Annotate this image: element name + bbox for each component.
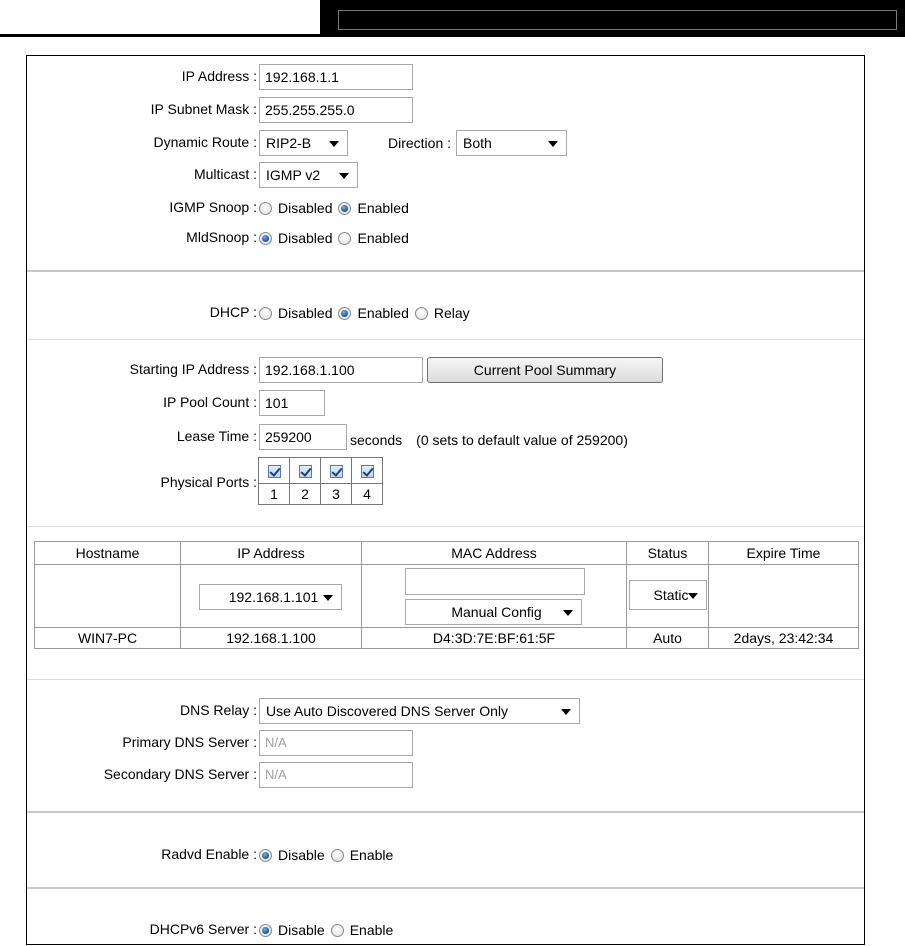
lease-time-row — [27, 424, 864, 450]
dns-relay-label: DNS Relay : — [179, 702, 257, 718]
igmp-snoop-disabled-option[interactable] — [259, 200, 332, 216]
radio-icon[interactable] — [415, 307, 428, 320]
mld-snoop-disabled-option[interactable] — [259, 230, 332, 246]
header-bar — [320, 0, 905, 37]
dns-relay-select[interactable] — [259, 698, 580, 724]
option-label: Disabled — [278, 200, 333, 216]
dynamic-route-row — [27, 130, 864, 156]
physical-ports-row — [27, 470, 864, 496]
status-select-value: Static — [653, 587, 689, 603]
section-divider — [27, 679, 864, 680]
direction-label: Direction : — [388, 135, 452, 151]
mac-cell: D4:3D:7E:BF:61:5F — [362, 628, 627, 649]
lease-time-input[interactable]: 259200 — [259, 424, 347, 450]
port-number: 1 — [259, 484, 290, 505]
table-row — [35, 628, 859, 649]
option-label: Enable — [349, 922, 394, 938]
radio-selected-icon[interactable] — [259, 924, 272, 937]
option-label: Disable — [278, 922, 325, 938]
option-label: Enable — [349, 847, 394, 863]
status-select[interactable] — [629, 580, 707, 610]
mld-snoop-enabled-option[interactable] — [338, 230, 408, 246]
radio-icon[interactable] — [331, 849, 344, 862]
port-4-checkbox[interactable] — [361, 465, 374, 478]
chevron-down-icon — [563, 610, 573, 616]
port-number: 2 — [290, 484, 321, 505]
section-divider — [27, 339, 864, 340]
port-4-cell — [352, 458, 383, 484]
radvd-enable-option[interactable] — [331, 847, 394, 863]
ip-address-select-value: 192.168.1.101 — [228, 589, 319, 605]
option-label: Relay — [433, 305, 470, 321]
port-2-checkbox[interactable] — [299, 465, 312, 478]
ip-address-label: IP Address : — [181, 68, 257, 84]
secondary-dns-label: Secondary DNS Server : — [103, 766, 257, 782]
pool-count-row — [27, 390, 864, 416]
lease-time-note: (0 sets to default value of 259200) — [416, 432, 628, 448]
column-header-mac: MAC Address — [362, 542, 627, 565]
multicast-select[interactable] — [259, 162, 358, 188]
mac-address-input[interactable] — [405, 568, 585, 595]
lease-edit-row — [35, 565, 859, 628]
section-divider — [27, 270, 864, 272]
port-3-checkbox[interactable] — [330, 465, 343, 478]
start-ip-label: Starting IP Address : — [129, 361, 257, 377]
edit-status-cell — [627, 565, 709, 628]
chevron-down-icon — [339, 173, 349, 179]
option-label: Enabled — [357, 305, 409, 321]
multicast-value: IGMP v2 — [266, 167, 321, 183]
subnet-mask-label: IP Subnet Mask : — [150, 101, 257, 117]
column-header-hostname: Hostname — [35, 542, 181, 565]
dhcp-lease-table — [34, 541, 859, 649]
section-divider — [27, 526, 864, 527]
port-number: 3 — [321, 484, 352, 505]
radvd-label: Radvd Enable : — [161, 846, 257, 862]
dhcpv6-enable-option[interactable] — [331, 922, 394, 938]
edit-hostname-cell — [35, 565, 181, 628]
radio-icon[interactable] — [338, 232, 351, 245]
multicast-row — [27, 162, 864, 188]
option-label: Disabled — [278, 305, 333, 321]
chevron-down-icon — [329, 141, 339, 147]
option-label: Enabled — [357, 200, 409, 216]
port-3-cell — [321, 458, 352, 484]
ip-address-row — [27, 64, 864, 90]
multicast-label: Multicast : — [193, 166, 257, 182]
chevron-down-icon — [561, 709, 571, 715]
physical-ports-grid — [258, 457, 383, 505]
ip-address-select[interactable] — [199, 584, 342, 610]
radio-icon[interactable] — [331, 924, 344, 937]
option-label: Disable — [278, 847, 325, 863]
ip-address-input[interactable]: 192.168.1.1 — [259, 64, 413, 90]
port-number: 4 — [352, 484, 383, 505]
dhcpv6-label: DHCPv6 Server : — [149, 921, 257, 937]
dhcp-enabled-option[interactable] — [338, 305, 408, 321]
radio-icon[interactable] — [259, 307, 272, 320]
mld-snoop-label: MldSnoop : — [186, 229, 257, 245]
column-header-status: Status — [627, 542, 709, 565]
dhcpv6-disable-option[interactable] — [259, 922, 325, 938]
mac-mode-value: Manual Config — [451, 604, 542, 620]
expire-cell: 2days, 23:42:34 — [709, 628, 859, 649]
radio-selected-icon[interactable] — [259, 849, 272, 862]
dhcp-label: DHCP : — [209, 304, 257, 320]
radvd-row — [27, 842, 864, 868]
primary-dns-row — [27, 730, 864, 756]
section-divider — [27, 887, 864, 889]
column-header-ip: IP Address — [181, 542, 362, 565]
port-1-checkbox[interactable] — [268, 465, 281, 478]
dhcp-row — [27, 300, 864, 326]
subnet-mask-input[interactable]: 255.255.255.0 — [259, 97, 413, 123]
dns-relay-value: Use Auto Discovered DNS Server Only — [266, 703, 508, 719]
edit-expire-cell — [709, 565, 859, 628]
hostname-cell: WIN7-PC — [35, 628, 181, 649]
start-ip-input[interactable]: 192.168.1.100 — [259, 357, 423, 383]
header-rule — [0, 34, 320, 37]
option-label: Disabled — [278, 230, 333, 246]
dns-relay-row — [27, 698, 864, 724]
igmp-snoop-row — [27, 195, 864, 221]
status-cell: Auto — [627, 628, 709, 649]
radvd-disable-option[interactable] — [259, 847, 325, 863]
secondary-dns-row — [27, 762, 864, 788]
igmp-snoop-enabled-option[interactable] — [338, 200, 408, 216]
edit-mac-cell — [362, 565, 627, 628]
dhcp-relay-option[interactable] — [415, 305, 470, 321]
primary-dns-label: Primary DNS Server : — [122, 734, 257, 750]
subnet-mask-row — [27, 97, 864, 123]
ip-cell: 192.168.1.100 — [181, 628, 362, 649]
chevron-down-icon — [323, 595, 333, 601]
dynamic-route-label: Dynamic Route : — [153, 134, 257, 150]
physical-ports-label: Physical Ports : — [160, 474, 257, 490]
dhcp-disabled-option[interactable] — [259, 305, 332, 321]
lan-settings-panel — [26, 55, 865, 945]
current-pool-summary-button[interactable]: Current Pool Summary — [427, 357, 663, 383]
radio-selected-icon[interactable] — [338, 307, 351, 320]
pool-count-input[interactable]: 101 — [259, 390, 325, 416]
direction-select[interactable] — [456, 130, 567, 156]
radio-selected-icon[interactable] — [259, 232, 272, 245]
mld-snoop-row — [27, 225, 864, 251]
lease-time-unit: seconds — [350, 432, 403, 448]
chevron-down-icon — [548, 141, 558, 147]
dhcpv6-row — [27, 917, 864, 943]
pool-count-label: IP Pool Count : — [163, 394, 257, 410]
edit-ip-cell — [181, 565, 362, 628]
igmp-snoop-label: IGMP Snoop : — [169, 199, 257, 215]
option-label: Enabled — [357, 230, 409, 246]
port-1-cell — [259, 458, 290, 484]
port-2-cell — [290, 458, 321, 484]
chevron-down-icon — [688, 593, 698, 599]
lease-time-label: Lease Time : — [176, 428, 257, 444]
direction-value: Both — [463, 135, 492, 151]
dynamic-route-value: RIP2-B — [266, 135, 312, 151]
section-divider — [27, 811, 864, 813]
secondary-dns-input[interactable]: N/A — [259, 762, 413, 788]
dynamic-route-select[interactable] — [259, 130, 348, 156]
radio-icon[interactable] — [259, 202, 272, 215]
header-bar-frame — [338, 10, 897, 30]
radio-selected-icon[interactable] — [338, 202, 351, 215]
mac-mode-select[interactable] — [405, 599, 582, 625]
column-header-expire: Expire Time — [709, 542, 859, 565]
start-ip-row — [27, 357, 864, 383]
primary-dns-input[interactable]: N/A — [259, 730, 413, 756]
